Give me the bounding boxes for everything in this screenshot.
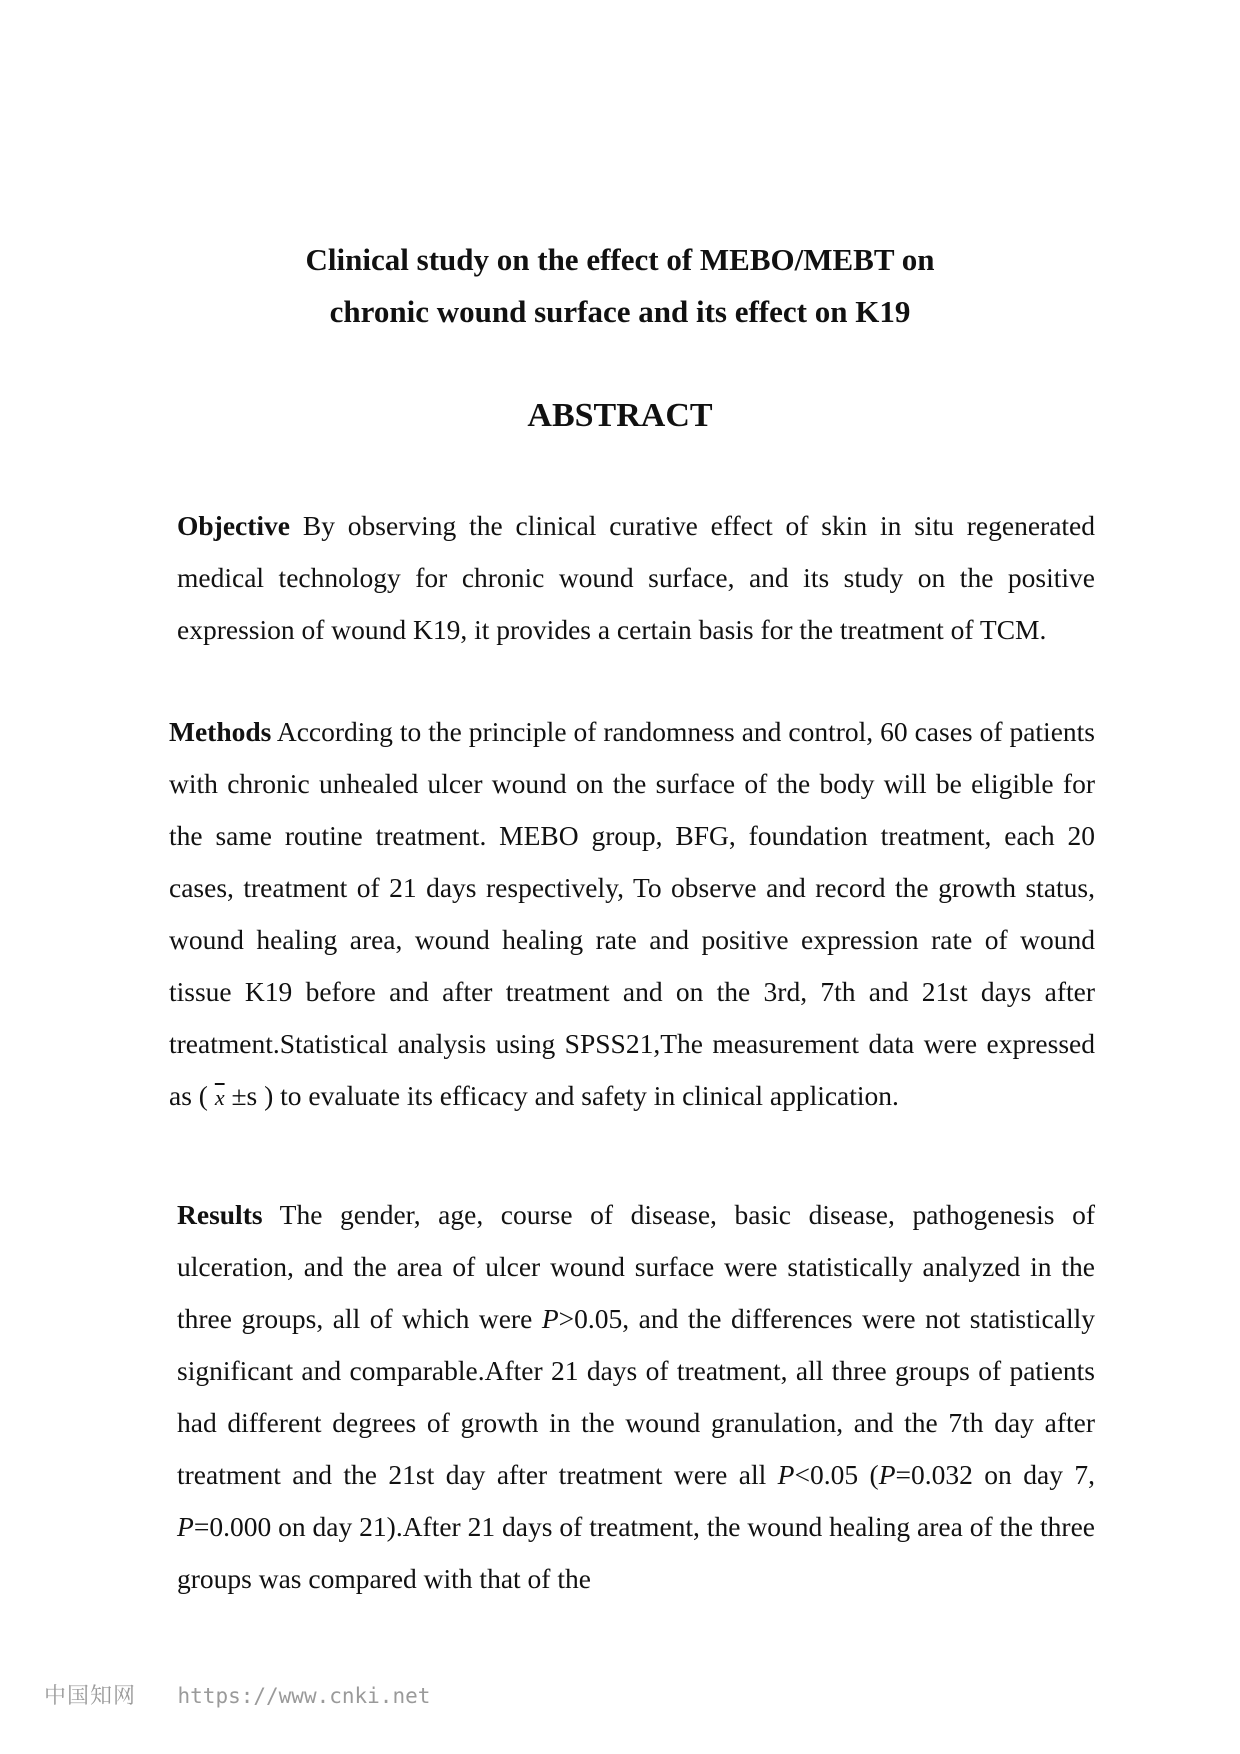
- p-value-symbol: P: [177, 1511, 194, 1542]
- objective-paragraph: [177, 500, 1095, 656]
- p-value-symbol: P: [878, 1459, 896, 1490]
- results-paragraph: [177, 1189, 1095, 1605]
- objective-label: Objective: [177, 510, 291, 541]
- results-text-4: =0.032 on day 7,: [895, 1459, 1095, 1490]
- xbar-symbol: $\overline{x}$: [214, 1085, 225, 1110]
- objective-text: By observing the clinical curative effect of skin in situ regenerated medical technology for chronic wound surface, and its study on the positive expression of wound K19, it provides a certain basis for the treatment of TCM.: [177, 510, 1095, 645]
- cnki-url[interactable]: https://www.cnki.net: [177, 1684, 431, 1708]
- methods-label: Methods: [169, 716, 272, 747]
- paper-title-line-2: chronic wound surface and its effect on K19: [329, 294, 911, 329]
- methods-text-after: ±s ) to evaluate its efficacy and safety in clinical application.: [231, 1080, 899, 1111]
- results-text-2: >0.05, and the differences were not statistically significant and comparable.After 21 days of treatment, all three groups of patients had different degrees of growth in the wound granulation, and the 7th day after treatment and the 21st day after treatment were all: [177, 1303, 1095, 1490]
- cnki-name: 中国知网: [44, 1684, 137, 1709]
- results-text-3: <0.05 (: [794, 1459, 879, 1490]
- p-value-symbol: P: [541, 1303, 559, 1334]
- results-label: Results: [177, 1199, 263, 1230]
- abstract-heading: ABSTRACT: [527, 397, 713, 434]
- paper-title-line-1: Clinical study on the effect of MEBO/MEBT on: [305, 242, 935, 277]
- methods-text-before: According to the principle of randomness and control, 60 cases of patients with chronic unhealed ulcer wound on the surface of the body will be eligible for the same routine treatment. MEBO group, BFG, foundation treatment, each 20 cases, treatment of 21 days respectively, To observe and record the growth status, wound healing area, wound healing rate and positive expression rate of wound tissue K19 before and after treatment and on the 3rd, 7th and 21st days after treatment.Statistical analysis using SPSS21,The measurement data were expressed as (: [169, 716, 1095, 1111]
- p-value-symbol: P: [777, 1459, 795, 1490]
- cnki-watermark: [44, 1681, 430, 1712]
- methods-paragraph: [169, 706, 1095, 1124]
- results-text-5: =0.000 on day 21).After 21 days of treatment, the wound healing area of the three groups was compared with that of the: [177, 1511, 1095, 1594]
- results-text-1: The gender, age, course of disease, basic disease, pathogenesis of ulceration, and the area of ulcer wound surface were statistically analyzed in the three groups, all of which were: [177, 1199, 1095, 1334]
